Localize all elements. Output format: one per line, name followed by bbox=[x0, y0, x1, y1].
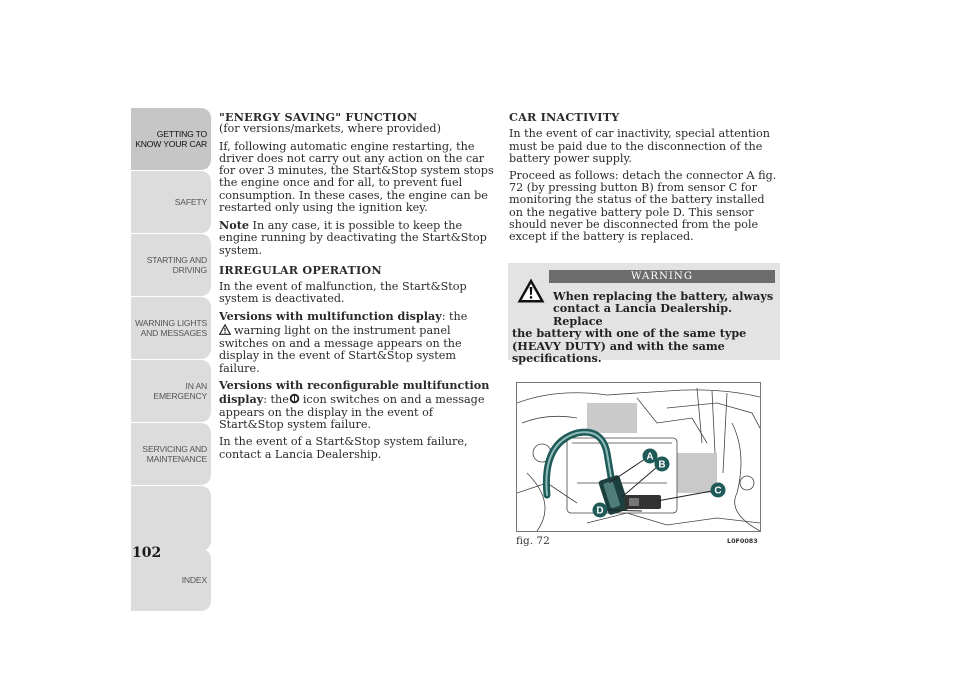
figure-72 bbox=[516, 382, 761, 532]
battery-sensor-illustration bbox=[517, 383, 760, 531]
multifunction-paragraph bbox=[219, 310, 497, 374]
start-stop-icon bbox=[289, 393, 300, 407]
tab-index[interactable]: INDEX bbox=[131, 549, 211, 611]
svg-text:B: B bbox=[658, 459, 666, 471]
note-paragraph bbox=[219, 219, 497, 257]
figure-code: L0F0083 bbox=[727, 537, 758, 545]
svg-text:A: A bbox=[646, 451, 654, 463]
tab-starting-and-driving[interactable]: STARTING AND DRIVING bbox=[131, 234, 211, 296]
tab-in-an-emergency[interactable]: IN AN EMERGENCY bbox=[131, 360, 211, 422]
note-body: In any case, it is possible to keep the engine running by deactivating the Start&Stop system. bbox=[219, 218, 487, 257]
energy-saving-subheading: (for versions/markets, where provided) bbox=[219, 122, 441, 136]
reconfigurable-paragraph bbox=[219, 379, 497, 431]
tab-getting-to-know-your-car[interactable]: GETTING TO KNOW YOUR CAR bbox=[131, 108, 211, 170]
svg-text:C: C bbox=[714, 485, 722, 497]
irregular-operation-heading: IRREGULAR OPERATION bbox=[219, 262, 382, 277]
multifunction-after: : the bbox=[441, 310, 468, 324]
page-number: 102 bbox=[132, 545, 162, 561]
warning-text bbox=[512, 290, 774, 364]
energy-saving-heading: "ENERGY SAVING" FUNCTION bbox=[219, 110, 418, 124]
energy-saving-body: If, following automatic engine restarting, the driver does not carry out any action on the car for over 3 minutes, the Start&Stop system stops the engine once and for all, to prevent fuel consumption. In these cases, the engine can be restarted only using the ignition key. bbox=[219, 139, 494, 215]
reconfigurable-body: icon switches on and a message appears on the display in the event of Start&Stop system failure. bbox=[219, 392, 485, 432]
right-column bbox=[509, 111, 781, 248]
warning-triangle-icon bbox=[219, 324, 231, 338]
multifunction-body: warning light on the instrument panel switches on and a message appears on the display in the event of Start&Stop system failure. bbox=[219, 323, 462, 375]
car-inactivity-heading: CAR INACTIVITY bbox=[509, 110, 620, 124]
tab-warning-lights[interactable]: WARNING LIGHTS AND MESSAGES bbox=[131, 297, 211, 359]
reconfigurable-label: Versions with reconfigurable multifunction display bbox=[219, 378, 490, 406]
final-paragraph: In the event of a Start&Stop system failure, contact a Lancia Dealership. bbox=[219, 435, 468, 461]
svg-text:D: D bbox=[596, 505, 604, 517]
tab-safety[interactable]: SAFETY bbox=[131, 171, 211, 233]
note-label: Note bbox=[219, 217, 249, 232]
warning-line1: When replacing the battery, always bbox=[553, 289, 774, 303]
left-column bbox=[219, 111, 497, 465]
warning-rest: the battery with one of the same type (HEAVY DUTY) and with the same specifications. bbox=[512, 326, 747, 366]
warning-title: WARNING bbox=[549, 270, 775, 283]
tab-servicing-and-maintenance[interactable]: SERVICING AND MAINTENANCE bbox=[131, 423, 211, 485]
reconfigurable-after: : the bbox=[263, 392, 289, 406]
warning-line2: contact a Lancia Dealership. Replace bbox=[553, 301, 733, 328]
warning-box bbox=[508, 263, 780, 366]
figure-caption: fig. 72 bbox=[516, 535, 550, 547]
car-inactivity-para2: Proceed as follows: detach the connector A fig. 72 (by pressing button B) from sensor C for monitoring the status of the battery installed on the negative battery pole D. This sensor should never be disconnected from the pole except if the battery is replaced. bbox=[509, 168, 777, 244]
multifunction-label: Versions with multifunction display bbox=[219, 309, 442, 324]
car-inactivity-para1: In the event of car inactivity, special attention must be paid due to the disconnection of the battery power supply. bbox=[509, 127, 770, 165]
irregular-body: In the event of malfunction, the Start&Stop system is deactivated. bbox=[219, 280, 467, 306]
